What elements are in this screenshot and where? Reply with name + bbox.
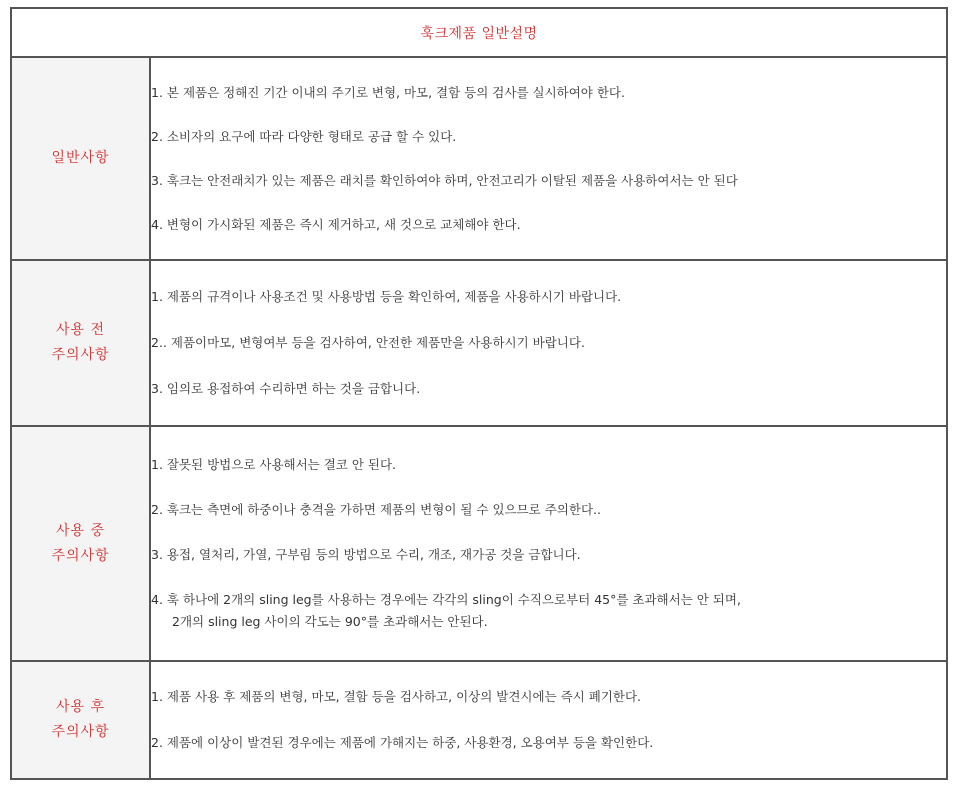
list-item: 1. 잘못된 방법으로 사용해서는 결코 안 된다. <box>151 457 397 472</box>
item-list <box>151 82 946 236</box>
list-item: 3. 훅크는 안전래치가 있는 제품은 래치를 확인하여야 하며, 안전고리가 이탈된 제품을 사용하여서는 안 된다 <box>151 172 738 188</box>
list-item: 1. 제품 사용 후 제품의 변형, 마모, 결함 등을 검사하고, 이상의 발견시에는 즉시 폐기한다. <box>151 689 642 704</box>
section-after-use <box>11 661 947 779</box>
list-item: 1. 본 제품은 정해진 기간 이내의 주기로 변형, 마모, 결함 등의 검사를 실시하여야 한다. <box>151 84 625 100</box>
section-general <box>11 57 947 260</box>
item-list <box>151 286 946 400</box>
list-item: 2. 제품에 이상이 발견된 경우에는 제품에 가해지는 하중, 사용환경, 오용여부 등을 확인한다. <box>151 735 654 750</box>
section-label-before-use <box>11 260 150 426</box>
section-label-during-use <box>11 426 150 661</box>
table-header-row <box>11 8 947 57</box>
list-item: 2.. 제품이마모, 변형여부 등을 검사하여, 안전한 제품만을 사용하시기 바랍니다. <box>151 335 585 350</box>
section-label-general <box>11 57 150 260</box>
section-content-after-use <box>150 661 947 779</box>
list-item: 3. 용접, 열처리, 가열, 구부림 등의 방법으로 수리, 개조, 재가공 것을 금합니다. <box>151 547 581 562</box>
section-content-before-use <box>150 260 947 426</box>
section-content-general <box>150 57 947 260</box>
section-label-line: 사용 중 <box>55 522 106 539</box>
section-label-line: 주의사항 <box>51 547 110 564</box>
section-label-line: 일반사항 <box>51 150 110 166</box>
section-label-after-use <box>11 661 150 779</box>
list-item-continuation: 2개의 sling leg 사이의 각도는 90°를 초과해서는 안된다. <box>172 614 488 629</box>
list-item-line: 4. 훅 하나에 2개의 sling leg를 사용하는 경우에는 각각의 sling이 수직으로부터 45°를 초과해서는 안 되며, <box>151 592 741 607</box>
section-content-during-use <box>150 426 947 661</box>
item-list <box>151 454 946 633</box>
table-title: 훅크제품 일반설명 <box>11 8 947 57</box>
section-label-line: 사용 후 <box>55 699 106 715</box>
section-before-use <box>11 260 947 426</box>
list-item: 1. 제품의 규격이나 사용조건 및 사용방법 등을 확인하여, 제품을 사용하시기 바랍니다. <box>151 289 622 304</box>
section-during-use <box>11 426 947 661</box>
item-list <box>151 686 946 754</box>
list-item: 2. 훅크는 측면에 하중이나 충격을 가하면 제품의 변형이 될 수 있으므로 주의한다.. <box>151 502 601 517</box>
list-item: 3. 임의로 용접하여 수리하면 하는 것을 금합니다. <box>151 381 421 396</box>
list-item <box>151 589 946 633</box>
list-item: 4. 변형이 가시화된 제품은 즉시 제거하고, 새 것으로 교체해야 한다. <box>151 216 521 232</box>
hook-product-info-table <box>10 7 948 780</box>
section-label-line: 사용 전 <box>55 322 106 338</box>
section-label-line: 주의사항 <box>51 347 110 363</box>
list-item: 2. 소비자의 요구에 따라 다양한 형태로 공급 할 수 있다. <box>151 128 457 144</box>
section-label-line: 주의사항 <box>51 724 110 740</box>
